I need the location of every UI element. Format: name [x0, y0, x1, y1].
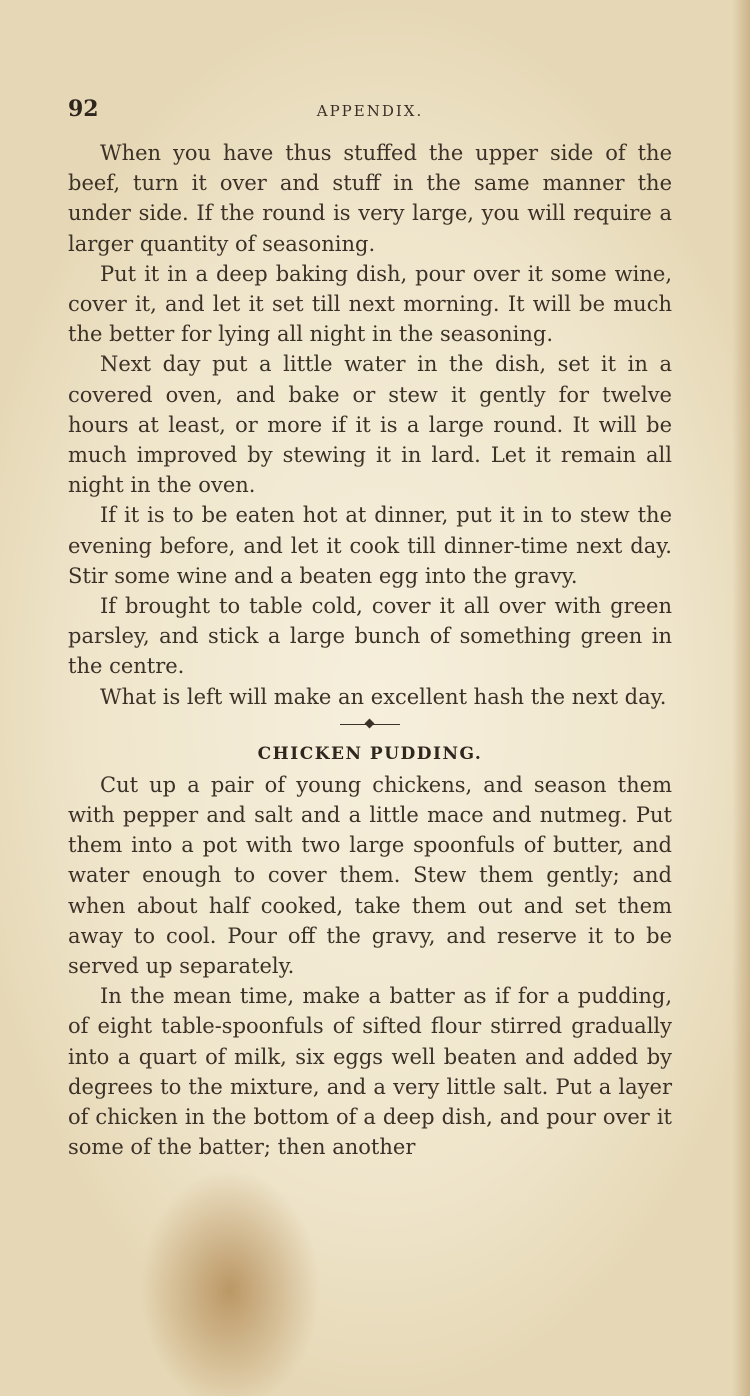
paragraph: If it is to be eaten hot at dinner, put it in to stew the evening before, and let it cook till dinner-time next day. Stir some wine and a beaten egg into the gravy. [68, 503, 672, 588]
body-text [68, 138, 672, 1163]
paragraph: What is left will make an excellent hash the next day. [100, 684, 667, 709]
paragraph: In the mean time, make a batter as if for a pudding, of eight table-spoonfuls of sifted flour stirred gradually into a quart of milk, six eggs well beaten and added by degrees to the mixture, and a very little salt. Put a layer of chicken in the bottom of a deep dish, and pour over it some of the batter; then another [68, 984, 672, 1160]
running-head: APPENDIX. [316, 102, 424, 120]
section-title: CHICKEN PUDDING. [257, 743, 483, 764]
page-header [68, 96, 672, 126]
paragraph: Put it in a deep baking dish, pour over it some wine, cover it, and let it set till next morning. It will be much the better for lying all night in the seasoning. [68, 261, 672, 347]
section-divider-ornament [68, 712, 672, 738]
paragraph: Next day put a little water in the dish, set it in a covered oven, and bake or stew it gently for twelve hours at least, or more if it is a large round. It will be much improved by stewing it in lard. Let it remain all night in the oven. [68, 352, 672, 498]
paragraph: When you have thus stuffed the upper side of the beef, turn it over and stuff in the same manner the under side. If the round is very large, you will require a larger quantity of seasoning. [68, 141, 672, 256]
paragraph: Cut up a pair of young chickens, and season them with pepper and salt and a little mace and nutmeg. Put them into a pot with two large spoonfuls of butter, and water enough to cover them. Stew them gently; and when about half cooked, take them out and set them away to cool. Pour off the gravy, and reserve it to be served up separately. [68, 772, 672, 979]
page-edge-shadow [732, 0, 750, 1396]
page-number: 92 [68, 96, 99, 122]
divider-diamond-icon [365, 718, 375, 728]
paragraph: If brought to table cold, cover it all over with green parsley, and stick a large bunch of something green in the centre. [68, 594, 672, 679]
